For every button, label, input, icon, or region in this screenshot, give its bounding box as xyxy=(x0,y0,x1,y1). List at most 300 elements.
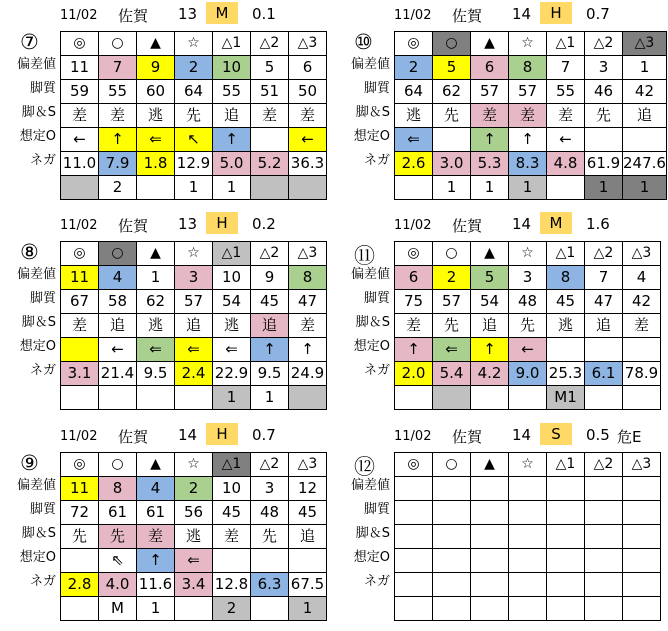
grid-cell: 59 xyxy=(61,80,99,104)
row-label: 想定O xyxy=(19,550,56,565)
grid-cell: 8 xyxy=(99,477,137,501)
grid-cell xyxy=(585,128,623,152)
grid-cell: 5.4 xyxy=(433,362,471,386)
grid-cell: 先 xyxy=(585,104,623,128)
race-date: 11/02 xyxy=(60,218,98,233)
leg-speed-row xyxy=(61,549,327,573)
grid-cell: 2 xyxy=(99,176,137,200)
grid-cell: 追 xyxy=(251,314,289,338)
negative-row xyxy=(61,597,327,621)
row-label: 脚質 xyxy=(363,502,390,517)
prediction-grid xyxy=(394,452,661,621)
race-panel xyxy=(0,421,334,631)
deviation-row xyxy=(395,290,661,314)
grid-cell: 差 xyxy=(289,104,327,128)
odds-row xyxy=(395,573,661,597)
mark-cell: ○ xyxy=(99,453,137,477)
grid-cell xyxy=(623,573,661,597)
grid-cell: 5.3 xyxy=(471,152,509,176)
grid-cell: ⇐ xyxy=(175,338,213,362)
row-label: 脚＆S xyxy=(355,105,390,120)
negative-row xyxy=(395,597,661,621)
mark-cell: △1 xyxy=(213,453,251,477)
grid-cell: 1 xyxy=(137,266,175,290)
grid-cell: 差 xyxy=(395,314,433,338)
row-label: 想定O xyxy=(353,129,390,144)
row-label: 脚質 xyxy=(29,81,56,96)
grid-cell: 追 xyxy=(623,104,667,128)
row-label: 脚質 xyxy=(363,81,390,96)
row-label: ネガ xyxy=(29,363,56,378)
grid-cell: 4.2 xyxy=(471,362,509,386)
grid-cell: 2.0 xyxy=(395,362,433,386)
grid-cell: ↑ xyxy=(137,549,175,573)
grid-cell xyxy=(547,525,585,549)
mark-cell: △3 xyxy=(623,453,661,477)
grid-cell: ← xyxy=(61,128,99,152)
grid-cell: 10 xyxy=(213,56,251,80)
negative-row xyxy=(395,386,661,410)
mark-cell: △2 xyxy=(251,453,289,477)
race-date: 11/02 xyxy=(394,8,432,23)
odds-row xyxy=(395,362,661,386)
prediction-grid xyxy=(394,241,661,410)
row-label: 偏差値 xyxy=(350,267,390,282)
row-labels xyxy=(0,263,60,383)
grid-cell: 1 xyxy=(289,597,327,621)
row-labels xyxy=(334,53,394,173)
grid-cell: 57 xyxy=(175,290,213,314)
grid-cell: 差 xyxy=(99,104,137,128)
grid-cell: 61 xyxy=(99,501,137,525)
grid-cell xyxy=(61,176,99,200)
race-date: 11/02 xyxy=(394,218,432,233)
mark-cell: ○ xyxy=(433,453,471,477)
grid-cell: M xyxy=(99,597,137,621)
deviation-row xyxy=(61,80,327,104)
grid-cell: 56 xyxy=(175,501,213,525)
mark-cell: ☆ xyxy=(509,453,547,477)
horse-number-row xyxy=(395,477,661,501)
grid-cell: ⇐ xyxy=(137,338,175,362)
grid-cell xyxy=(547,477,585,501)
grid-cell xyxy=(509,477,547,501)
index-value: 1.6 xyxy=(586,215,610,233)
index-value: 0.7 xyxy=(586,5,610,23)
grid-cell: 差 xyxy=(471,104,509,128)
venue-name: 佐賀 xyxy=(118,7,149,25)
mark-cell: △1 xyxy=(547,242,585,266)
grid-cell: ↑ xyxy=(251,338,289,362)
panel-number: ⑩ xyxy=(354,30,373,54)
grid-cell: ↑ xyxy=(289,338,327,362)
grid-cell xyxy=(433,477,471,501)
race-number: 13 xyxy=(178,215,198,233)
grid-cell: 逃 xyxy=(137,104,175,128)
mark-cell: ○ xyxy=(433,242,471,266)
grid-cell: 追 xyxy=(471,314,509,338)
grid-cell: 6 xyxy=(395,266,433,290)
grid-cell: 追 xyxy=(289,525,327,549)
race-panel xyxy=(0,0,334,210)
grid-cell: ← xyxy=(99,338,137,362)
race-panel xyxy=(334,421,668,631)
grid-cell: 1 xyxy=(623,56,667,80)
condition-badge: H xyxy=(206,423,238,445)
grid-cell: 60 xyxy=(137,80,175,104)
grid-cell: 差 xyxy=(623,314,661,338)
condition-badge: H xyxy=(540,2,572,24)
grid-cell xyxy=(623,338,661,362)
panel-number: ⑨ xyxy=(20,451,39,475)
negative-row xyxy=(61,386,327,410)
warning-label: 危E xyxy=(617,428,642,446)
grid-cell: ↑ xyxy=(471,338,509,362)
grid-cell xyxy=(175,386,213,410)
leg-speed-row xyxy=(395,338,661,362)
grid-cell: 12.9 xyxy=(175,152,213,176)
index-value: 0.1 xyxy=(252,5,276,23)
grid-cell: ↑ xyxy=(395,338,433,362)
grid-cell: 差 xyxy=(61,104,99,128)
grid-cell: 先 xyxy=(509,314,547,338)
row-label: 想定O xyxy=(19,339,56,354)
grid-cell: ← xyxy=(289,128,327,152)
grid-cell: 逃 xyxy=(547,314,585,338)
grid-cell: 4 xyxy=(99,266,137,290)
grid-cell: ⇖ xyxy=(99,549,137,573)
race-date: 11/02 xyxy=(60,8,98,23)
grid-cell xyxy=(547,597,585,621)
grid-cell: 5.2 xyxy=(251,152,289,176)
style-row xyxy=(61,104,327,128)
mark-cell: ◎ xyxy=(395,453,433,477)
index-value: 0.7 xyxy=(252,426,276,444)
grid-cell xyxy=(623,128,667,152)
index-value: 0.2 xyxy=(252,215,276,233)
grid-cell: 3 xyxy=(251,477,289,501)
negative-row xyxy=(395,176,667,200)
grid-cell: ↑ xyxy=(213,128,251,152)
grid-cell: 1 xyxy=(137,597,175,621)
leg-speed-row xyxy=(61,128,327,152)
grid-cell: ⇐ xyxy=(433,338,471,362)
grid-cell xyxy=(585,597,623,621)
grid-cell: 6 xyxy=(289,56,327,80)
grid-cell: 10 xyxy=(213,266,251,290)
grid-cell: 2.8 xyxy=(61,573,99,597)
grid-cell: 逃 xyxy=(395,104,433,128)
grid-cell: 追 xyxy=(175,314,213,338)
mark-cell: ▲ xyxy=(137,453,175,477)
grid-cell: 1 xyxy=(509,176,547,200)
grid-cell: ⇐ xyxy=(213,338,251,362)
grid-cell: 7 xyxy=(99,56,137,80)
grid-cell: 10 xyxy=(213,477,251,501)
race-header xyxy=(334,210,668,237)
grid-cell xyxy=(395,477,433,501)
grid-cell xyxy=(471,477,509,501)
row-label: 偏差値 xyxy=(350,57,390,72)
grid-cell xyxy=(547,573,585,597)
mark-cell: △2 xyxy=(585,242,623,266)
grid-cell: 45 xyxy=(251,290,289,314)
grid-cell: 50 xyxy=(289,80,327,104)
mark-cell: ☆ xyxy=(509,32,547,56)
grid-cell: ⇐ xyxy=(175,549,213,573)
grid-cell xyxy=(547,549,585,573)
grid-cell: 9 xyxy=(251,266,289,290)
grid-cell: 9.5 xyxy=(251,362,289,386)
grid-cell: 差 xyxy=(61,314,99,338)
grid-cell: 11 xyxy=(61,266,99,290)
grid-cell xyxy=(547,176,585,200)
grid-cell: 5 xyxy=(471,266,509,290)
grid-cell: 差 xyxy=(547,104,585,128)
style-row xyxy=(395,525,661,549)
marks-row xyxy=(61,453,327,477)
grid-cell: 11 xyxy=(61,56,99,80)
grid-cell xyxy=(585,501,623,525)
grid-cell: 8.3 xyxy=(509,152,547,176)
odds-row xyxy=(395,152,667,176)
grid-cell: 先 xyxy=(251,525,289,549)
grid-cell: 247.6 xyxy=(623,152,667,176)
grid-cell: 1 xyxy=(251,386,289,410)
mark-cell: △2 xyxy=(251,242,289,266)
grid-cell: 22.9 xyxy=(213,362,251,386)
grid-cell: 7 xyxy=(585,266,623,290)
grid-cell: 8 xyxy=(547,266,585,290)
grid-cell: 2 xyxy=(175,477,213,501)
prediction-grid xyxy=(394,31,667,200)
mark-cell: ☆ xyxy=(175,453,213,477)
race-date: 11/02 xyxy=(60,429,98,444)
row-label: ネガ xyxy=(29,153,56,168)
row-label: ネガ xyxy=(29,574,56,589)
grid-cell: 3.4 xyxy=(175,573,213,597)
grid-cell: 差 xyxy=(251,104,289,128)
mark-cell: △1 xyxy=(213,242,251,266)
grid-cell xyxy=(251,176,289,200)
row-label: 脚＆S xyxy=(21,105,56,120)
row-label: 偏差値 xyxy=(350,478,390,493)
grid-cell: 先 xyxy=(433,314,471,338)
grid-cell: 11.0 xyxy=(61,152,99,176)
grid-cell: 57 xyxy=(471,80,509,104)
grid-cell: 55 xyxy=(547,80,585,104)
grid-cell: 5 xyxy=(433,56,471,80)
grid-cell: 72 xyxy=(61,501,99,525)
grid-cell: 61.9 xyxy=(585,152,623,176)
grid-cell: 45 xyxy=(289,501,327,525)
grid-cell: 2 xyxy=(433,266,471,290)
grid-cell: 46 xyxy=(585,80,623,104)
race-header xyxy=(0,0,334,27)
grid-cell: 6 xyxy=(471,56,509,80)
race-header xyxy=(334,0,668,27)
race-number: 14 xyxy=(512,215,532,233)
marks-row xyxy=(395,242,661,266)
marks-row xyxy=(61,32,327,56)
grid-cell: ↑ xyxy=(99,128,137,152)
grid-cell xyxy=(509,549,547,573)
grid-cell: 24.9 xyxy=(289,362,327,386)
grid-cell: 55 xyxy=(213,80,251,104)
grid-cell: 1 xyxy=(623,176,667,200)
mark-cell: ▲ xyxy=(137,242,175,266)
race-number: 14 xyxy=(512,5,532,23)
grid-cell: 4 xyxy=(137,477,175,501)
grid-cell: 逃 xyxy=(137,314,175,338)
grid-cell: 6.1 xyxy=(585,362,623,386)
grid-cell: 11.6 xyxy=(137,573,175,597)
grid-cell: 57 xyxy=(433,290,471,314)
grid-cell: M1 xyxy=(547,386,585,410)
grid-cell xyxy=(623,549,661,573)
prediction-grid xyxy=(60,31,327,200)
venue-name: 佐賀 xyxy=(118,217,149,235)
race-panel xyxy=(334,210,668,420)
grid-cell: 8 xyxy=(509,56,547,80)
grid-cell: 45 xyxy=(547,290,585,314)
grid-cell: 逃 xyxy=(175,525,213,549)
race-date: 11/02 xyxy=(394,429,432,444)
grid-cell: 追 xyxy=(585,314,623,338)
grid-cell: 4.8 xyxy=(547,152,585,176)
mark-cell: ○ xyxy=(99,32,137,56)
grid-cell xyxy=(61,549,99,573)
leg-speed-row xyxy=(395,128,667,152)
grid-cell xyxy=(251,597,289,621)
row-label: 脚質 xyxy=(29,291,56,306)
style-row xyxy=(61,525,327,549)
grid-cell: 42 xyxy=(623,80,667,104)
horse-number-row xyxy=(61,56,327,80)
grid-cell xyxy=(61,597,99,621)
race-header xyxy=(0,421,334,448)
row-label: 想定O xyxy=(353,339,390,354)
grid-cell xyxy=(585,549,623,573)
grid-cell: 54 xyxy=(471,290,509,314)
odds-row xyxy=(61,152,327,176)
row-label: 脚＆S xyxy=(355,315,390,330)
mark-cell: ▲ xyxy=(471,32,509,56)
grid-cell: 5.0 xyxy=(213,152,251,176)
grid-cell: 6.3 xyxy=(251,573,289,597)
grid-cell: 3.1 xyxy=(61,362,99,386)
venue-name: 佐賀 xyxy=(118,428,149,446)
race-panel xyxy=(0,210,334,420)
grid-cell xyxy=(137,176,175,200)
grid-cell: 57 xyxy=(509,80,547,104)
mark-cell: ◎ xyxy=(61,32,99,56)
grid-cell: 1 xyxy=(471,176,509,200)
row-label: 偏差値 xyxy=(16,57,56,72)
grid-cell xyxy=(623,525,661,549)
grid-cell: 64 xyxy=(175,80,213,104)
grid-cell: 12 xyxy=(289,477,327,501)
grid-cell xyxy=(471,597,509,621)
grid-cell xyxy=(471,386,509,410)
grid-cell: 9 xyxy=(137,56,175,80)
grid-cell xyxy=(509,525,547,549)
grid-cell: 1 xyxy=(585,176,623,200)
grid-cell: 追 xyxy=(213,104,251,128)
mark-cell: ○ xyxy=(99,242,137,266)
grid-cell: ← xyxy=(509,338,547,362)
grid-cell: 62 xyxy=(433,80,471,104)
mark-cell: △1 xyxy=(547,453,585,477)
prediction-grid xyxy=(60,452,327,621)
row-label: 脚＆S xyxy=(21,526,56,541)
grid-cell xyxy=(471,501,509,525)
grid-cell: 2.6 xyxy=(395,152,433,176)
row-label: 想定O xyxy=(353,550,390,565)
grid-cell xyxy=(585,573,623,597)
grid-cell: 48 xyxy=(509,290,547,314)
row-label: ネガ xyxy=(363,363,390,378)
grid-cell xyxy=(623,386,661,410)
prediction-grid xyxy=(60,241,327,410)
grid-cell: 1.8 xyxy=(137,152,175,176)
marks-row xyxy=(61,242,327,266)
grid-cell xyxy=(433,597,471,621)
horse-number-row xyxy=(61,477,327,501)
grid-cell: 1 xyxy=(433,176,471,200)
row-labels xyxy=(334,474,394,594)
race-number: 13 xyxy=(178,5,198,23)
row-labels xyxy=(0,474,60,594)
mark-cell: ◎ xyxy=(395,242,433,266)
panel-number: ⑫ xyxy=(354,455,375,479)
grid-cell: 78.9 xyxy=(623,362,661,386)
grid-cell: 差 xyxy=(213,525,251,549)
row-label: 脚＆S xyxy=(21,315,56,330)
grid-cell: 64 xyxy=(395,80,433,104)
grid-cell: 61 xyxy=(137,501,175,525)
grid-cell xyxy=(471,549,509,573)
grid-cell: 先 xyxy=(61,525,99,549)
grid-cell: ↑ xyxy=(471,128,509,152)
row-label: 脚＆S xyxy=(355,526,390,541)
mark-cell: △1 xyxy=(213,32,251,56)
grid-cell xyxy=(509,597,547,621)
mark-cell: △3 xyxy=(289,32,327,56)
grid-cell: 先 xyxy=(433,104,471,128)
index-value: 0.5 xyxy=(586,426,610,444)
grid-cell: 67.5 xyxy=(289,573,327,597)
grid-cell: 4.0 xyxy=(99,573,137,597)
grid-cell: 5 xyxy=(251,56,289,80)
grid-cell: 1 xyxy=(213,386,251,410)
grid-cell: 12.8 xyxy=(213,573,251,597)
grid-cell: 先 xyxy=(175,104,213,128)
race-header xyxy=(334,421,668,448)
grid-cell: 7 xyxy=(547,56,585,80)
style-row xyxy=(395,104,667,128)
grid-cell xyxy=(99,386,137,410)
row-label: 脚質 xyxy=(363,291,390,306)
grid-cell xyxy=(395,501,433,525)
grid-cell xyxy=(547,338,585,362)
mark-cell: ▲ xyxy=(137,32,175,56)
grid-cell xyxy=(433,549,471,573)
grid-cell: 42 xyxy=(623,290,661,314)
grid-cell: 7.9 xyxy=(99,152,137,176)
marks-row xyxy=(395,32,667,56)
grid-cell xyxy=(547,501,585,525)
